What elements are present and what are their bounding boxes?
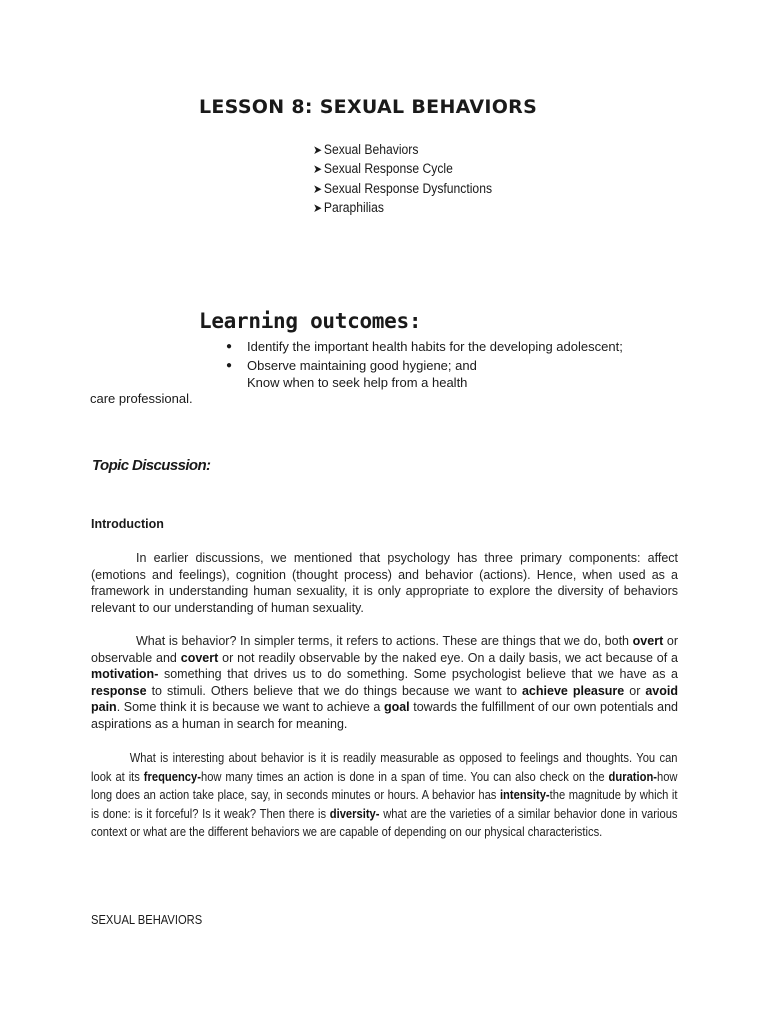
text-run: towards the fulfillment of our own potentials and aspirations as a human in search for meaning. [91,700,678,731]
lesson-title: LESSON 8: SEXUAL BEHAVIORS [199,96,538,118]
text-run: . Some think it is because we want to achieve a [116,700,384,715]
text-run: how long does an action take place, say, in seconds minutes or hours. A behavior has [91,768,678,803]
text-run: something that drives us to do something. Some psychologist believe that we have as a [158,667,678,682]
term-response: response [91,683,147,698]
term-goal: goal [383,700,410,715]
term-avoid-pain: avoid pain [91,683,679,715]
text-run: What is behavior? In simpler terms, it refers to actions. These are things that we do, both [136,634,633,648]
topic-list-item [313,198,492,217]
introduction-heading: Introduction [91,517,164,531]
topic-list-item [313,140,492,159]
topic-label: Sexual Behaviors [323,142,419,157]
topic-list [313,140,492,217]
arrow-bullet-icon: ➤ [313,200,323,215]
term-overt: overt [632,634,664,648]
term-diversity: diversity- [329,805,380,821]
text-run: or [624,683,646,698]
bullet-icon: ● [226,341,233,352]
topic-discussion-heading: Topic Discussion: [92,457,211,474]
paragraph-behavior-definition [91,633,678,733]
text-run: how many times an action is done in a span of time. You can also check on the [200,768,609,784]
outcome-item-2-line-1: Observe maintaining good hygiene; and [247,358,477,373]
term-frequency: frequency- [143,768,201,784]
paragraph-behavior-measurement [91,749,678,842]
learning-outcomes-heading: Learning outcomes: [199,309,422,333]
outcome-item-2-line-2: Know when to seek help from a health [247,375,468,390]
topic-label: Sexual Response Cycle [323,161,453,177]
topic-label: Sexual Response Dysfunctions [323,180,493,196]
arrow-bullet-icon: ➤ [313,181,323,196]
topic-list-item [313,159,492,178]
term-motivation: motivation- [91,667,159,682]
paragraph-introduction: In earlier discussions, we mentioned that psychology has three primary components: affect (emotions and feelings), cognition (thought process) and behavior (actions). Hence, when used as a framework in understanding human sexuality, it is only appropriate to explore the diversity of behaviors relevant to our understanding of human sexuality. [91,551,678,615]
section-heading-sexual-behaviors: SEXUAL BEHAVIORS [91,912,203,927]
text-run: what are the varieties of a similar behavior done in various context or what are the different behaviors we are capable of depending on our physical characteristics. [91,805,678,840]
outcome-item-2-line-3: care professional. [90,391,193,406]
outcome-item-1: Identify the important health habits for the developing adolescent; [247,339,623,354]
text-run: or not readily observable by the naked eye. On a daily basis, we act because of a [218,650,679,665]
topic-label: Paraphilias [323,199,384,215]
term-intensity: intensity- [499,787,550,803]
arrow-bullet-icon: ➤ [313,143,323,157]
term-covert: covert [180,650,219,665]
term-achieve-pleasure: achieve pleasure [521,683,625,698]
text-run: What is interesting about behavior is it is readily measurable as opposed to feelings and thoughts. You can look at its [91,750,678,784]
bullet-icon: ● [226,360,233,371]
text-run: to stimuli. Others believe that we do things because we want to [146,683,522,698]
topic-list-item [313,179,492,198]
arrow-bullet-icon: ➤ [313,162,323,177]
text-run: or observable and [91,634,679,665]
term-duration: duration- [608,768,658,784]
text-run: the magnitude by which it is done: is it forceful? Is it weak? Then there is [91,787,678,821]
